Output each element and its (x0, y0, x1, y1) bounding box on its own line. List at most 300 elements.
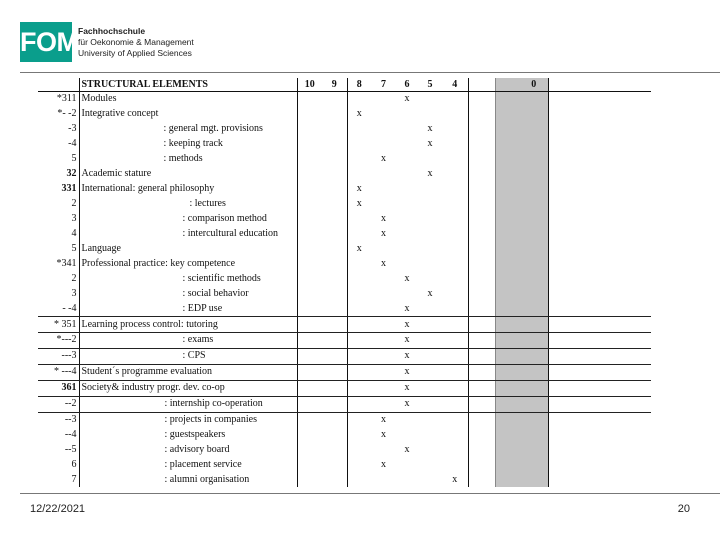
mark-cell-5: x (427, 168, 433, 180)
mark-cell-6 (396, 212, 418, 227)
mark-cell-4 (442, 212, 468, 227)
spacer-cell (468, 197, 495, 212)
spacer-cell (468, 92, 495, 107)
mark-cell-0 (520, 256, 548, 271)
row-number: *---2 (38, 333, 79, 349)
mark-cell-10 (297, 458, 322, 473)
row-label: : internship co-operation (79, 396, 297, 412)
tail-cell (548, 301, 651, 316)
gray-column-cell (495, 122, 520, 137)
row-label: : advisory board (79, 443, 297, 458)
mark-cell-7: x (381, 212, 386, 224)
header-score-0: 0 (520, 78, 548, 92)
mark-cell-4 (442, 197, 468, 212)
spacer-cell (468, 333, 495, 349)
row-label: International: general philosophy (79, 182, 297, 197)
mark-cell-5 (418, 458, 442, 473)
mark-cell-4 (442, 167, 468, 182)
row-number: *341 (38, 256, 79, 271)
mark-cell-4 (442, 107, 468, 122)
gray-column-cell (495, 212, 520, 227)
gray-column-cell (495, 182, 520, 197)
mark-cell-9 (322, 428, 347, 443)
mark-cell-6 (396, 182, 418, 197)
spacer-cell (468, 167, 495, 182)
row-number: -3 (38, 122, 79, 137)
tail-cell (548, 396, 651, 412)
mark-cell-10 (297, 396, 322, 412)
mark-cell-10 (297, 364, 322, 380)
gray-column-cell (495, 226, 520, 241)
mark-cell-10 (297, 317, 322, 333)
mark-cell-9 (322, 182, 347, 197)
mark-cell-5: x (427, 138, 433, 150)
mark-cell-8 (347, 301, 371, 316)
table-row (38, 152, 651, 167)
mark-cell-8 (347, 317, 371, 333)
mark-cell-8 (347, 137, 371, 152)
header-tail-cell (548, 78, 651, 92)
mark-cell-0 (520, 348, 548, 364)
table-row (38, 271, 651, 286)
mark-cell-8 (347, 122, 371, 137)
mark-cell-10 (297, 92, 322, 107)
tail-cell (548, 364, 651, 380)
mark-cell-5: x (427, 123, 433, 135)
slide-number: 20 (677, 503, 690, 515)
header-structural-elements: STRUCTURAL ELEMENTS (79, 78, 297, 92)
mark-cell-6: x (396, 348, 418, 364)
row-number: --2 (38, 396, 79, 412)
mark-cell-4 (442, 182, 468, 197)
spacer-cell (468, 364, 495, 380)
spacer-cell (468, 412, 495, 427)
table-row (38, 122, 651, 137)
spacer-cell (468, 380, 495, 396)
mark-cell-8 (347, 226, 371, 241)
mark-cell-9 (322, 256, 347, 271)
spacer-cell (468, 317, 495, 333)
row-label: : alumni organisation (79, 472, 297, 487)
table-row (38, 317, 651, 333)
spacer-cell (468, 137, 495, 152)
row-number: 3 (38, 212, 79, 227)
mark-cell-7: x (381, 414, 386, 426)
gray-column-cell (495, 458, 520, 473)
mark-cell-5 (418, 226, 442, 241)
mark-cell-4 (442, 241, 468, 256)
mark-cell-10 (297, 167, 322, 182)
header-score-5: 5 (418, 78, 442, 92)
institution-name (78, 26, 194, 59)
spacer-cell (468, 271, 495, 286)
mark-cell-4 (442, 152, 468, 167)
mark-cell-0 (520, 271, 548, 286)
mark-cell-4 (442, 333, 468, 349)
mark-cell-5 (418, 472, 442, 487)
mark-cell-8: x (356, 242, 362, 254)
row-label: : methods (79, 152, 297, 167)
mark-cell-8 (347, 212, 371, 227)
mark-cell-8 (347, 167, 371, 182)
mark-cell-9 (322, 472, 347, 487)
mark-cell-10 (297, 226, 322, 241)
mark-cell-9 (322, 396, 347, 412)
mark-cell-9 (322, 348, 347, 364)
mark-cell-0 (520, 317, 548, 333)
table-row (38, 364, 651, 380)
row-label: : placement service (79, 458, 297, 473)
mark-cell-6 (396, 412, 418, 427)
mark-cell-7 (371, 348, 396, 364)
table-row (38, 286, 651, 301)
table-row (38, 348, 651, 364)
tail-cell (548, 472, 651, 487)
mark-cell-5 (418, 301, 442, 316)
table-row (38, 396, 651, 412)
header-score-7: 7 (371, 78, 396, 92)
mark-cell-8 (347, 271, 371, 286)
mark-cell-0 (520, 333, 548, 349)
mark-cell-8 (347, 396, 371, 412)
mark-cell-6 (396, 241, 418, 256)
row-number: - -4 (38, 301, 79, 316)
mark-cell-4 (442, 396, 468, 412)
table-row (38, 167, 651, 182)
row-label: : projects in companies (79, 412, 297, 427)
mark-cell-7 (371, 396, 396, 412)
mark-cell-5 (418, 396, 442, 412)
mark-cell-6: x (396, 364, 418, 380)
mark-cell-6: x (404, 93, 410, 105)
mark-cell-8 (347, 348, 371, 364)
mark-cell-5 (418, 428, 442, 443)
mark-cell-5 (418, 152, 442, 167)
mark-cell-10 (297, 122, 322, 137)
row-number: ---3 (38, 348, 79, 364)
spacer-cell (468, 286, 495, 301)
gray-column-cell (495, 364, 520, 380)
mark-cell-5 (418, 197, 442, 212)
mark-cell-5 (418, 333, 442, 349)
mark-cell-4 (442, 92, 468, 107)
mark-cell-8: x (356, 108, 362, 120)
gray-column-cell (495, 197, 520, 212)
mark-cell-10 (297, 348, 322, 364)
mark-cell-7 (371, 182, 396, 197)
mark-cell-4 (442, 443, 468, 458)
gray-column-cell (495, 92, 520, 107)
mark-cell-7: x (381, 429, 386, 441)
mark-cell-10 (297, 197, 322, 212)
mark-cell-0 (520, 364, 548, 380)
mark-cell-9 (322, 197, 347, 212)
row-label: : general mgt. provisions (79, 122, 297, 137)
table-row (38, 443, 651, 458)
mark-cell-8 (347, 256, 371, 271)
mark-cell-10 (297, 472, 322, 487)
gray-column-cell (495, 107, 520, 122)
gray-column-cell (495, 333, 520, 349)
mark-cell-0 (520, 443, 548, 458)
mark-cell-8 (347, 443, 371, 458)
mark-cell-10 (297, 137, 322, 152)
mark-cell-9 (322, 380, 347, 396)
mark-cell-7 (371, 271, 396, 286)
mark-cell-4 (442, 428, 468, 443)
row-number: 331 (38, 182, 79, 197)
gray-column-cell (495, 428, 520, 443)
mark-cell-5 (418, 241, 442, 256)
mark-cell-8 (347, 286, 371, 301)
row-label: : CPS (79, 348, 297, 364)
mark-cell-8 (347, 364, 371, 380)
mark-cell-4: x (442, 472, 468, 487)
spacer-cell (468, 396, 495, 412)
tail-cell (548, 317, 651, 333)
tail-cell (548, 122, 651, 137)
spacer-cell (468, 256, 495, 271)
mark-cell-5 (418, 256, 442, 271)
mark-cell-9 (322, 364, 347, 380)
row-label: Learning process control: tutoring (79, 317, 297, 333)
spacer-cell (468, 122, 495, 137)
mark-cell-4 (442, 364, 468, 380)
mark-cell-5 (418, 364, 442, 380)
mark-cell-0 (520, 412, 548, 427)
mark-cell-7: x (381, 227, 386, 239)
mark-cell-0 (520, 241, 548, 256)
row-number: *311 (38, 92, 79, 107)
mark-cell-0 (520, 152, 548, 167)
gray-column-cell (495, 286, 520, 301)
gray-column-cell (495, 472, 520, 487)
tail-cell (548, 458, 651, 473)
mark-cell-9 (322, 152, 347, 167)
gray-column-cell (495, 412, 520, 427)
mark-cell-0 (520, 107, 548, 122)
table-row (38, 197, 651, 212)
mark-cell-9 (322, 301, 347, 316)
tail-cell (548, 212, 651, 227)
mark-cell-6 (396, 122, 418, 137)
mark-cell-7 (371, 472, 396, 487)
header-score-6: 6 (396, 78, 418, 92)
mark-cell-10 (297, 380, 322, 396)
mark-cell-6 (396, 472, 418, 487)
mark-cell-10 (297, 428, 322, 443)
scanned-structural-elements-table (38, 78, 651, 490)
mark-cell-6: x (404, 444, 410, 456)
tail-cell (548, 443, 651, 458)
row-number: --3 (38, 412, 79, 427)
row-label: Professional practice: key competence (79, 256, 297, 271)
mark-cell-9 (322, 122, 347, 137)
tail-cell (548, 241, 651, 256)
row-label: : exams (79, 333, 297, 349)
mark-cell-4 (442, 122, 468, 137)
tail-cell (548, 226, 651, 241)
mark-cell-6 (396, 256, 418, 271)
mark-cell-9 (322, 92, 347, 107)
mark-cell-9 (322, 443, 347, 458)
table-row (38, 256, 651, 271)
gray-column-cell (495, 380, 520, 396)
fom-logo: FOM (20, 22, 72, 62)
tail-cell (548, 271, 651, 286)
mark-cell-6: x (396, 301, 418, 316)
mark-cell-6 (396, 286, 418, 301)
mark-cell-10 (297, 152, 322, 167)
row-number: 5 (38, 152, 79, 167)
mark-cell-6 (396, 458, 418, 473)
row-number: *- -2 (38, 107, 79, 122)
gray-column-cell (495, 241, 520, 256)
mark-cell-7: x (381, 153, 386, 165)
row-label: : intercultural education (79, 226, 297, 241)
mark-cell-7 (371, 317, 396, 333)
tail-cell (548, 412, 651, 427)
mark-cell-9 (322, 286, 347, 301)
mark-cell-0 (520, 92, 548, 107)
mark-cell-4 (442, 226, 468, 241)
gray-column-cell (495, 348, 520, 364)
mark-cell-7 (371, 443, 396, 458)
row-number: 2 (38, 271, 79, 286)
table-row (38, 380, 651, 396)
row-number: 5 (38, 241, 79, 256)
mark-cell-7 (371, 137, 396, 152)
gray-column-cell (495, 152, 520, 167)
mark-cell-6: x (396, 396, 418, 412)
header-score-8: 8 (347, 78, 371, 92)
mark-cell-0 (520, 212, 548, 227)
mark-cell-10 (297, 212, 322, 227)
tail-cell (548, 197, 651, 212)
header-divider (20, 72, 720, 73)
mark-cell-6: x (396, 380, 418, 396)
mark-cell-8 (347, 458, 371, 473)
row-label: Integrative concept (79, 107, 297, 122)
tail-cell (548, 286, 651, 301)
mark-cell-9 (322, 333, 347, 349)
mark-cell-0 (520, 137, 548, 152)
mark-cell-6: x (404, 272, 410, 284)
mark-cell-9 (322, 137, 347, 152)
mark-cell-7 (371, 301, 396, 316)
row-label: Academic stature (79, 167, 297, 182)
brand-line-1: Fachhochschule (78, 26, 146, 36)
mark-cell-7 (371, 92, 396, 107)
mark-cell-8 (347, 152, 371, 167)
mark-cell-8: x (356, 183, 362, 195)
mark-cell-4 (442, 256, 468, 271)
gray-column-cell (495, 301, 520, 316)
tail-cell (548, 428, 651, 443)
mark-cell-10 (297, 286, 322, 301)
row-label: : scientific methods (79, 271, 297, 286)
row-number: * ---4 (38, 364, 79, 380)
mark-cell-7 (371, 364, 396, 380)
mark-cell-7 (371, 122, 396, 137)
mark-cell-0 (520, 380, 548, 396)
mark-cell-0 (520, 396, 548, 412)
mark-cell-4 (442, 286, 468, 301)
header-gray-column (495, 78, 520, 92)
row-label: : keeping track (79, 137, 297, 152)
spacer-cell (468, 182, 495, 197)
row-label: Society& industry progr. dev. co-op (79, 380, 297, 396)
row-number: 2 (38, 197, 79, 212)
spacer-cell (468, 301, 495, 316)
mark-cell-4 (442, 317, 468, 333)
mark-cell-10 (297, 107, 322, 122)
row-label: Student´s programme evaluation (79, 364, 297, 380)
mark-cell-8 (347, 380, 371, 396)
brand-line-2: für Oekonomie & Management (78, 37, 194, 47)
row-label: : guestspeakers (79, 428, 297, 443)
brand-line-3: University of Applied Sciences (78, 48, 192, 58)
table-row (38, 92, 651, 107)
table-row (38, 212, 651, 227)
table-row (38, 107, 651, 122)
spacer-cell (468, 107, 495, 122)
row-number: 7 (38, 472, 79, 487)
mark-cell-8 (347, 333, 371, 349)
mark-cell-9 (322, 412, 347, 427)
mark-cell-9 (322, 458, 347, 473)
gray-column-cell (495, 317, 520, 333)
tail-cell (548, 92, 651, 107)
table-row (38, 412, 651, 427)
mark-cell-0 (520, 301, 548, 316)
gray-column-cell (495, 256, 520, 271)
mark-cell-0 (520, 167, 548, 182)
mark-cell-5 (418, 317, 442, 333)
tail-cell (548, 107, 651, 122)
mark-cell-0 (520, 182, 548, 197)
row-number: 32 (38, 167, 79, 182)
row-label: : comparison method (79, 212, 297, 227)
mark-cell-9 (322, 226, 347, 241)
mark-cell-0 (520, 428, 548, 443)
mark-cell-0 (520, 286, 548, 301)
mark-cell-7: x (381, 257, 386, 269)
row-number: * 351 (38, 317, 79, 333)
mark-cell-7 (371, 286, 396, 301)
mark-cell-5 (418, 212, 442, 227)
tail-cell (548, 182, 651, 197)
row-label: Language (79, 241, 297, 256)
footer-divider (20, 493, 720, 494)
header-spacer-cell (468, 78, 495, 92)
gray-column-cell (495, 396, 520, 412)
spacer-cell (468, 458, 495, 473)
row-number: 361 (38, 380, 79, 396)
table-row (38, 137, 651, 152)
mark-cell-5 (418, 380, 442, 396)
mark-cell-9 (322, 212, 347, 227)
row-number: --5 (38, 443, 79, 458)
table-row (38, 241, 651, 256)
mark-cell-5: x (427, 287, 433, 299)
table-row (38, 428, 651, 443)
mark-cell-5 (418, 443, 442, 458)
mark-cell-5 (418, 92, 442, 107)
header-score-9: 9 (322, 78, 347, 92)
mark-cell-4 (442, 137, 468, 152)
mark-cell-10 (297, 271, 322, 286)
